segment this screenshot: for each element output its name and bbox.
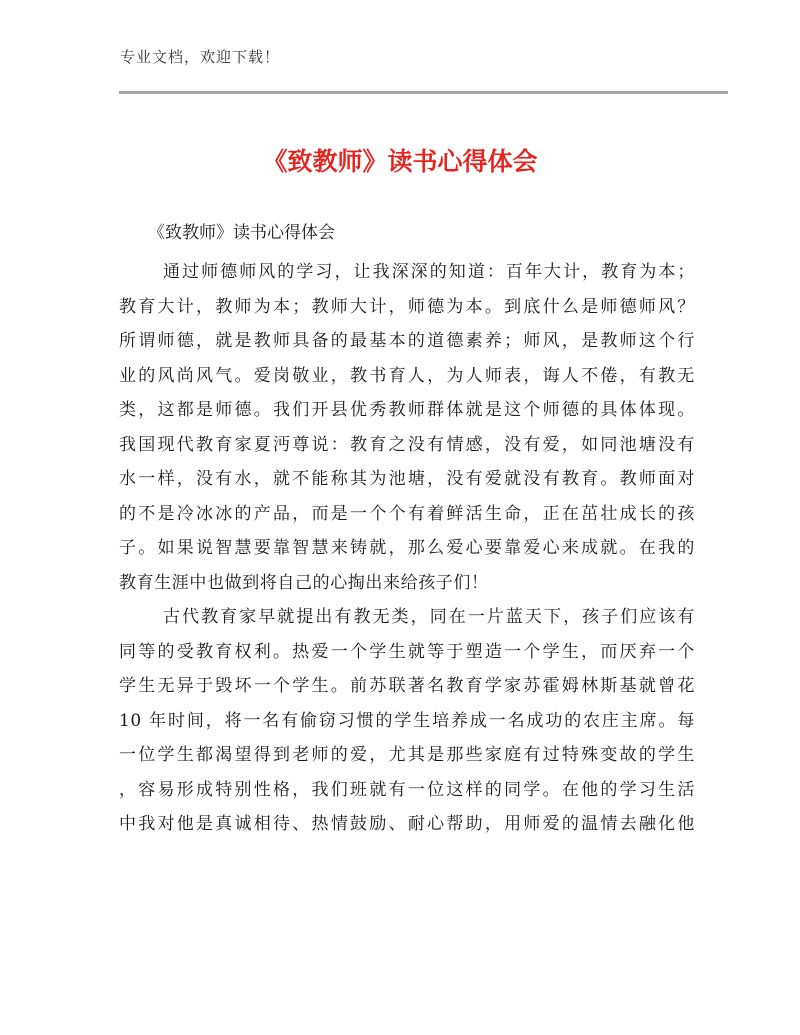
paragraph-line: 水一样，没有水，就不能称其为池塘，没有爱就没有教育。教师面对: [119, 469, 695, 489]
header-divider: [119, 91, 728, 94]
paragraph-line: ，容易形成特别性格，我们班就有一位这样的同学。在他的学习生活: [119, 779, 695, 800]
document-subtitle: 《致教师》读书心得体会: [148, 223, 335, 243]
header-note: 专业文档，欢迎下载！: [120, 48, 281, 66]
paragraph-line: 的不是冷冰冰的产品，而是一个个有着鲜活生命，正在茁壮成长的孩: [119, 503, 695, 524]
paragraph-line: 子。如果说智慧要靠智慧来铸就，那么爱心要靠爱心来成就。在我的: [119, 538, 695, 558]
paragraph-line: 一位学生都渴望得到老师的爱，尤其是那些家庭有过特殊变故的学生: [119, 745, 695, 765]
paragraph-line: 我国现代教育家夏沔尊说：教育之没有情感，没有爱，如同池塘没有: [119, 434, 695, 455]
document-body: [119, 255, 695, 842]
paragraph-line: 教育大计，教师为本；教师大计，师德为本。到底什么是师德师风？: [119, 296, 695, 317]
paragraph-line: 所谓师德，就是教师具备的最基本的道德素养；师风，是教师这个行: [119, 331, 695, 351]
paragraph-line: 类，这都是师德。我们开县优秀教师群体就是这个师德的具体体现。: [119, 400, 695, 420]
paragraph-line: 学生无异于毁坏一个学生。前苏联著名教育学家苏霍姆林斯基就曾花: [119, 676, 695, 696]
paragraph-line: 业的风尚风气。爱岗敬业，教书育人，为人师表，诲人不倦，有教无: [119, 365, 695, 386]
paragraph-line: 古代教育家早就提出有教无类，同在一片蓝天下，孩子们应该有: [163, 607, 695, 627]
paragraph-line: 教育生涯中也做到将自己的心掏出来给孩子们！: [119, 572, 489, 593]
paragraph-line: 通过师德师风的学习，让我深深的知道：百年大计，教育为本；: [163, 262, 695, 282]
paragraph-line: 中我对他是真诚相待、热情鼓励、耐心帮助，用师爱的温情去融化他: [119, 814, 695, 834]
paragraph-line: 10 年时间，将一名有偷窃习惯的学生培养成一名成功的农庄主席。每: [119, 710, 695, 731]
paragraph-line: 同等的受教育权利。热爱一个学生就等于塑造一个学生，而厌弃一个: [119, 641, 695, 662]
document-title: 《致教师》读书心得体会: [262, 147, 538, 176]
